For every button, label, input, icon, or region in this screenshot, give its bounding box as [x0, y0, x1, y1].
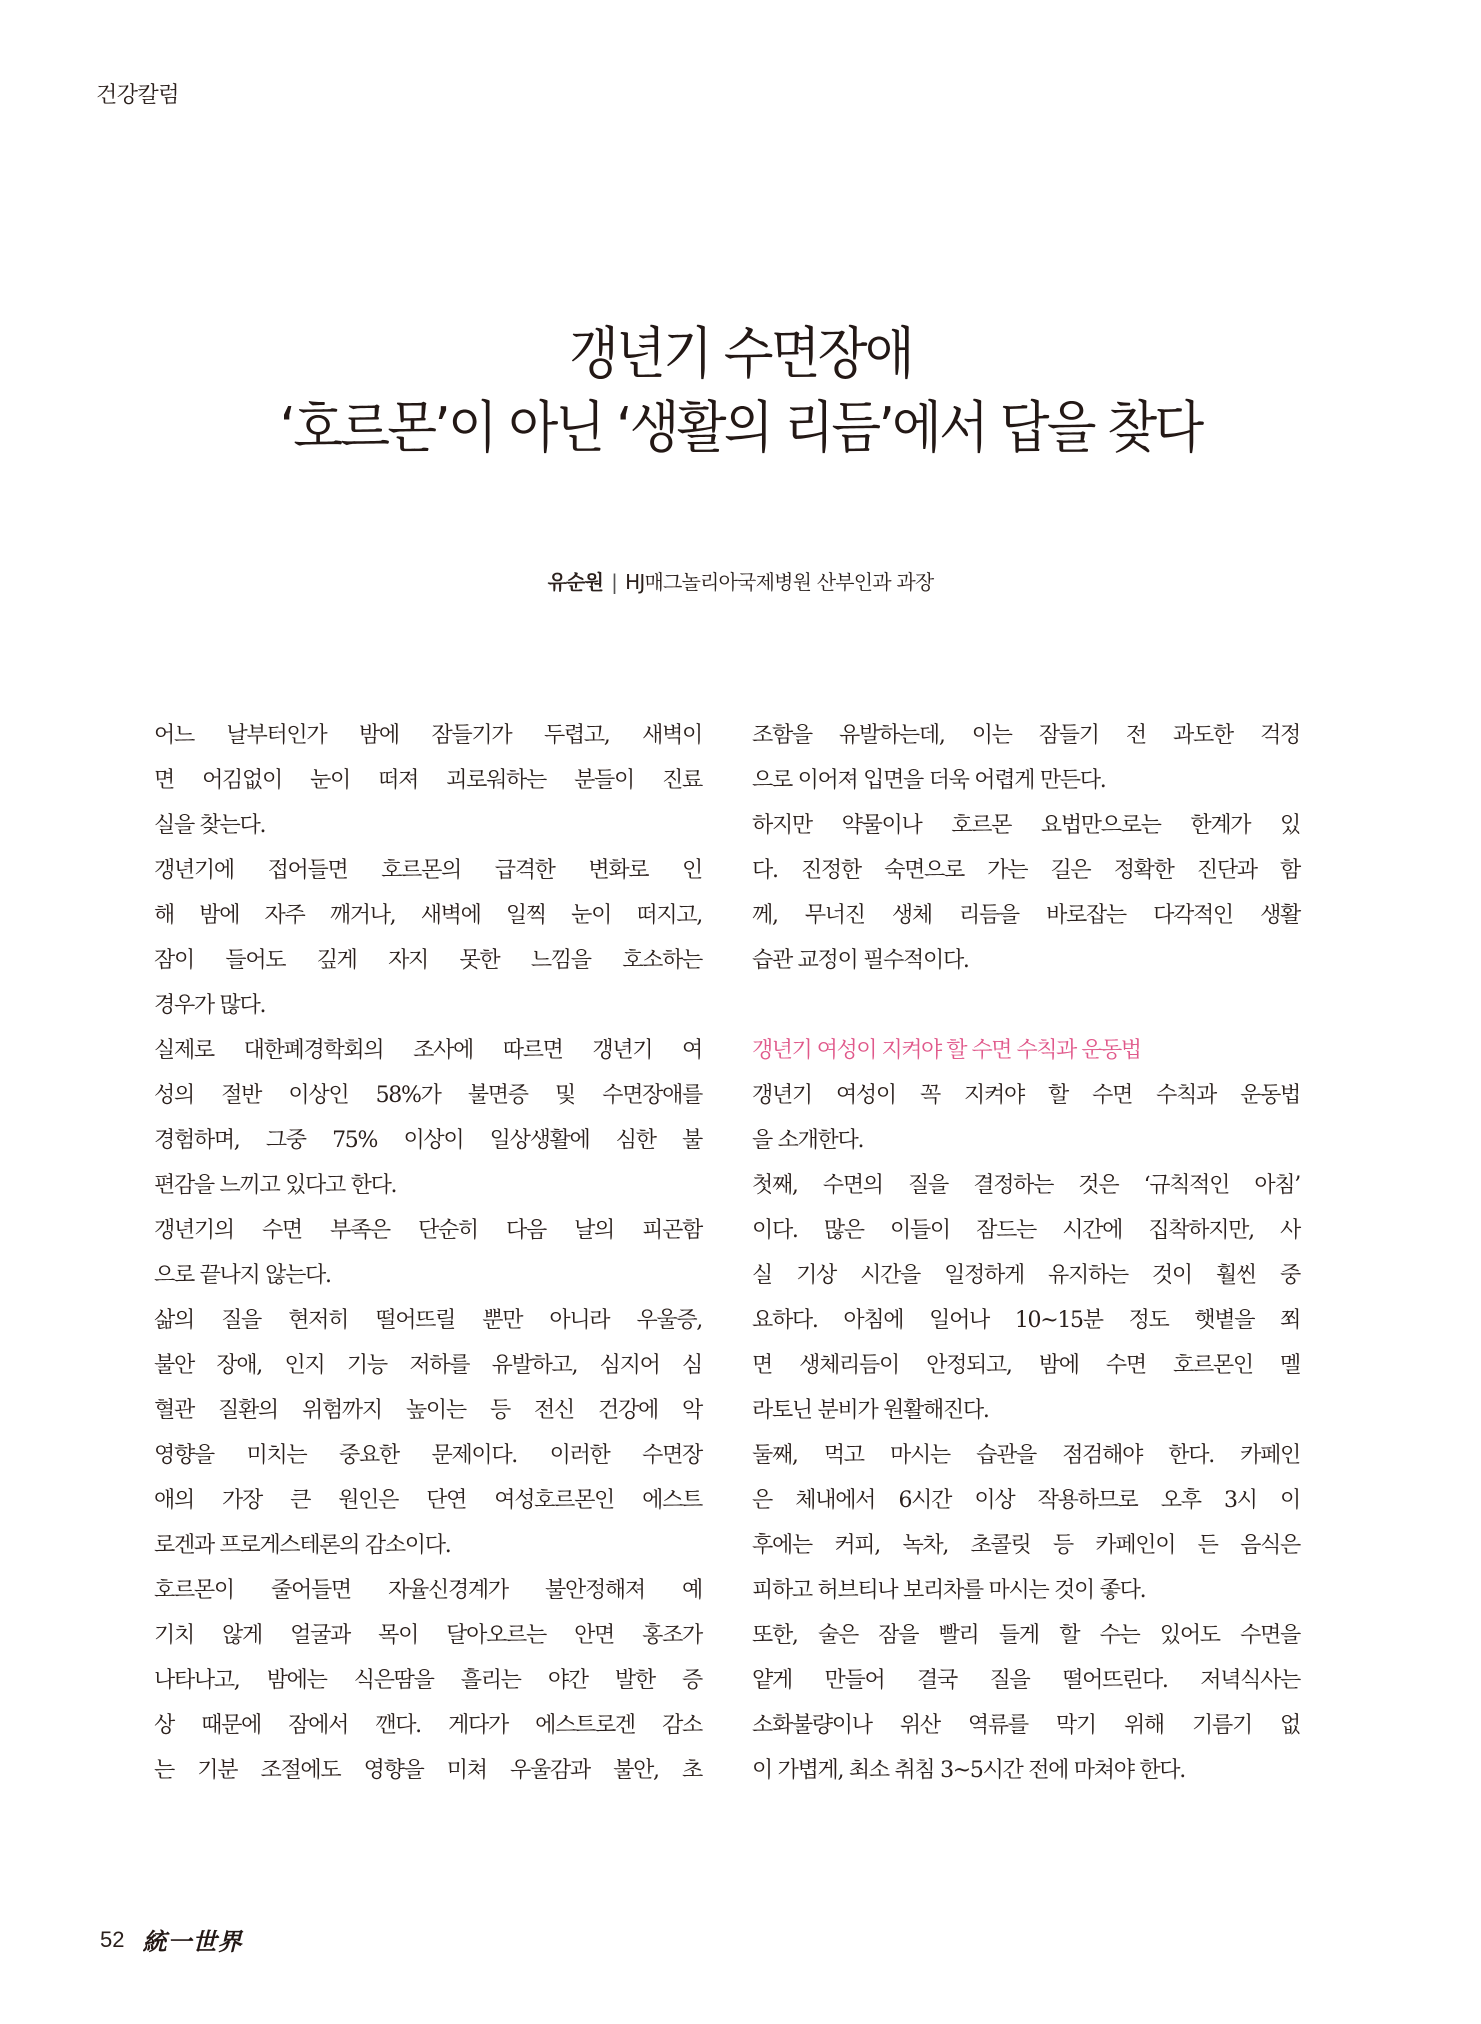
text-line: 삶의 질을 현저히 떨어뜨릴 뿐만 아니라 우울증, [154, 1308, 702, 1333]
text-line: 첫째, 수면의 질을 결정하는 것은 ‘규칙적인 아침’ [752, 1173, 1300, 1198]
title-line-1: 갱년기 수면장애 [569, 322, 912, 387]
author-affiliation: HJ매그놀리아국제병원 산부인과 과장 [625, 570, 934, 594]
text-line: 후에는 커피, 녹차, 초콜릿 등 카페인이 든 음식은 [752, 1533, 1300, 1558]
right-column [752, 713, 1300, 1793]
title-line-2: ‘호르몬’이 아닌 ‘생활의 리듬’에서 답을 찾다 [279, 396, 1202, 461]
text-line: 영향을 미치는 중요한 문제이다. 이러한 수면장 [154, 1443, 702, 1468]
page-footer [100, 1922, 242, 1957]
section-subheading: 갱년기 여성이 지켜야 할 수면 수칙과 운동법 [752, 1038, 1141, 1063]
text-line: 을 소개한다. [752, 1128, 864, 1153]
text-line: 다. 진정한 숙면으로 가는 길은 정확한 진단과 함 [752, 858, 1300, 883]
text-line: 하지만 약물이나 호르몬 요법만으로는 한계가 있 [752, 813, 1300, 838]
text-line: 경험하며, 그중 75% 이상이 일상생활에 심한 불 [154, 1128, 702, 1153]
section-label: 건강칼럼 [96, 83, 180, 108]
text-line: 실제로 대한폐경학회의 조사에 따르면 갱년기 여 [154, 1038, 702, 1063]
text-line: 이 가볍게, 최소 취침 3~5시간 전에 마쳐야 한다. [752, 1758, 1185, 1783]
text-line: 실을 찾는다. [154, 813, 266, 838]
text-line: 경우가 많다. [154, 993, 266, 1018]
text-line: 이다. 많은 이들이 잠드는 시간에 집착하지만, 사 [752, 1218, 1300, 1243]
text-line: 피하고 허브티나 보리차를 마시는 것이 좋다. [752, 1578, 1146, 1603]
text-line: 해 밤에 자주 깨거나, 새벽에 일찍 눈이 떠지고, [154, 903, 702, 928]
text-line: 는 기분 조절에도 영향을 미쳐 우울감과 불안, 초 [154, 1758, 702, 1783]
text-line: 애의 가장 큰 원인은 단연 여성호르몬인 에스트 [154, 1488, 702, 1513]
text-line: 께, 무너진 생체 리듬을 바로잡는 다각적인 생활 [752, 903, 1300, 928]
text-line: 소화불량이나 위산 역류를 막기 위해 기름기 없 [752, 1713, 1300, 1738]
text-line: 잠이 들어도 깊게 자지 못한 느낌을 호소하는 [154, 948, 702, 973]
text-line: 실 기상 시간을 일정하게 유지하는 것이 훨씬 중 [752, 1263, 1300, 1288]
text-line: 면 생체리듬이 안정되고, 밤에 수면 호르몬인 멜 [752, 1353, 1300, 1378]
page-number: 52 [100, 1926, 125, 1952]
text-line: 얕게 만들어 결국 질을 떨어뜨린다. 저녁식사는 [752, 1668, 1300, 1693]
text-line: 조함을 유발하는데, 이는 잠들기 전 과도한 걱정 [752, 723, 1300, 748]
text-line: 또한, 술은 잠을 빨리 들게 할 수는 있어도 수면을 [752, 1623, 1300, 1648]
text-line: 혈관 질환의 위험까지 높이는 등 전신 건강에 악 [154, 1398, 702, 1423]
byline [0, 566, 1481, 595]
text-line: 기치 않게 얼굴과 목이 달아오르는 안면 홍조가 [154, 1623, 702, 1648]
text-line: 은 체내에서 6시간 이상 작용하므로 오후 3시 이 [752, 1488, 1300, 1513]
magazine-logo: 統一世界 [142, 1927, 243, 1956]
text-line: 으로 이어져 입면을 더욱 어렵게 만든다. [752, 768, 1106, 793]
text-line: 으로 끝나지 않는다. [154, 1263, 331, 1288]
text-line: 요하다. 아침에 일어나 10~15분 정도 햇볕을 쬐 [752, 1308, 1300, 1333]
text-line: 상 때문에 잠에서 깬다. 게다가 에스트로겐 감소 [154, 1713, 702, 1738]
text-line: 습관 교정이 필수적이다. [752, 948, 969, 973]
text-line: 갱년기 여성이 꼭 지켜야 할 수면 수칙과 운동법 [752, 1083, 1300, 1108]
text-line: 호르몬이 줄어들면 자율신경계가 불안정해져 예 [154, 1578, 702, 1603]
text-line: 편감을 느끼고 있다고 한다. [154, 1173, 397, 1198]
paragraph-spacer [752, 983, 1300, 1028]
text-line: 라토닌 분비가 원활해진다. [752, 1398, 989, 1423]
left-column [154, 713, 702, 1793]
text-line: 불안 장애, 인지 기능 저하를 유발하고, 심지어 심 [154, 1353, 702, 1378]
author-name: 유순원 [547, 570, 604, 594]
text-line: 갱년기에 접어들면 호르몬의 급격한 변화로 인 [154, 858, 702, 883]
text-line: 면 어김없이 눈이 떠져 괴로워하는 분들이 진료 [154, 768, 702, 793]
text-line: 어느 날부터인가 밤에 잠들기가 두렵고, 새벽이 [154, 723, 702, 748]
article-title [0, 318, 1481, 466]
text-line: 나타나고, 밤에는 식은땀을 흘리는 야간 발한 증 [154, 1668, 702, 1693]
text-line: 둘째, 먹고 마시는 습관을 점검해야 한다. 카페인 [752, 1443, 1300, 1468]
text-line: 로겐과 프로게스테론의 감소이다. [154, 1533, 451, 1558]
text-line: 성의 절반 이상인 58%가 불면증 및 수면장애를 [154, 1083, 702, 1108]
byline-separator: | [611, 570, 618, 594]
text-line: 갱년기의 수면 부족은 단순히 다음 날의 피곤함 [154, 1218, 702, 1243]
